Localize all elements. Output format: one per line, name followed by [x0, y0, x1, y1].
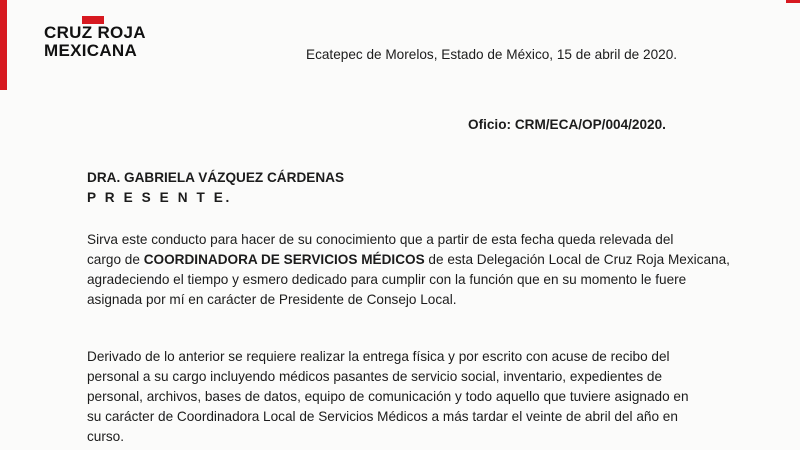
paragraph-2-line-2: personal a su cargo incluyendo médicos pasantes de servicio social, inventario, expedientes de: [87, 369, 663, 384]
paragraph-2: [87, 347, 689, 447]
logo-line-1: CRUZ ROJA: [44, 23, 146, 42]
logo-text: [44, 24, 146, 60]
red-cross-icon: [0, 0, 7, 90]
salutation: P R E S E N T E.: [87, 190, 232, 205]
recipient-block: [87, 168, 344, 208]
paragraph-2-line-1: Derivado de lo anterior se requiere realizar la entrega física y por escrito con acuse de recibo del: [87, 349, 670, 364]
oficio-number: Oficio: CRM/ECA/OP/004/2020.: [468, 117, 666, 132]
paragraph-1-line-2-post: de esta Delegación Local de Cruz Roja Mexicana,: [424, 252, 730, 267]
paragraph-1-line-4: asignada por mí en carácter de Presidente de Consejo Local.: [87, 292, 457, 307]
red-edge-mark: [786, 0, 800, 3]
paragraph-2-line-4: su carácter de Coordinadora Local de Servicios Médicos a más tardar el veinte de abril del año en: [87, 409, 678, 424]
paragraph-1-line-2: [87, 250, 730, 270]
paragraph-1-line-3: agradeciendo el tiempo y esmero dedicado para cumplir con la función que en su momento le fuere: [87, 272, 687, 287]
paragraph-2-line-3: personal, archivos, bases de datos, equipo de comunicación y todo aquello que tuviere asignado en: [87, 389, 689, 404]
recipient-name: DRA. GABRIELA VÁZQUEZ CÁRDENAS: [87, 170, 345, 185]
paragraph-2-line-5: curso.: [87, 429, 125, 444]
paragraph-1-line-2-pre: cargo de: [87, 252, 144, 267]
position-title: COORDINADORA DE SERVICIOS MÉDICOS: [143, 252, 425, 267]
logo-line-2: MEXICANA: [44, 41, 138, 60]
date-line: Ecatepec de Morelos, Estado de México, 15 de abril de 2020.: [306, 47, 678, 62]
paragraph-1: [87, 230, 730, 310]
paragraph-1-line-1: Sirva este conducto para hacer de su conocimiento que a partir de esta fecha queda relevada del: [87, 232, 674, 247]
